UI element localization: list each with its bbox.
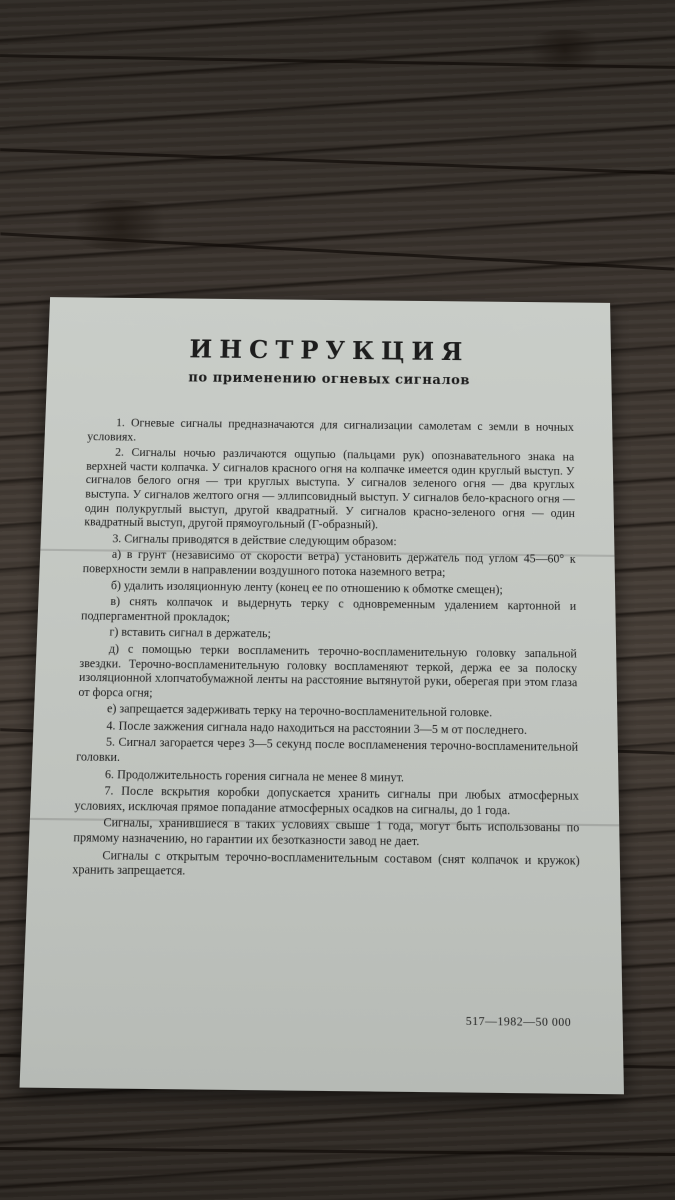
paragraph-3a: а) в грунт (независимо от скорости ветра) установить держатель под углом 45—60° к поверхности земли в направлении воздушного потока наземного ветра; <box>82 547 576 580</box>
paragraph-7-note: Сигналы, хранившиеся в таких условиях свыше 1 года, могут быть использованы по прямому назначению, но гарантии их безотказности завод не дает. <box>73 815 580 849</box>
instruction-sheet <box>20 297 624 1094</box>
paragraph-1: 1. Огневые сигналы предназначаются для сигнализации самолетам с земли в ночных условиях. <box>87 416 574 444</box>
paragraph-7: 7. После вскрытия коробки допускается хранить сигналы при любых атмосферных условиях, исключая прямое попадание атмосферных осадков на сигналы, до 1 года. <box>74 783 579 818</box>
paragraph-3d: г) вставить сигнал в держатель; <box>109 625 271 641</box>
paragraph-3f: е) запрещается задерживать терку на терочно-воспламенительной головке. <box>106 701 493 720</box>
paragraph-3: 3. Сигналы приводятся в действие следующим образом: <box>112 531 397 549</box>
wood-knot <box>520 30 610 70</box>
paragraph-3e: д) с помощью терки воспламенить терочно-воспламенительную головку запальной звездки. Терочно-воспламенительную головку воспламеняют теркой, держа ее за полоску изоляционной хлопчатобумажной ленты на расстояние вытянутой руки, оберегая при этом глаза от форса огня; <box>78 641 578 700</box>
document-subtitle: по применению огневых сигналов <box>188 370 471 389</box>
wood-knot <box>60 200 180 250</box>
print-code: 517—1982—50 000 <box>465 1014 572 1030</box>
paragraph-6: 6. Продолжительность горения сигнала не менее 8 минут. <box>104 766 405 785</box>
plank-seam <box>0 1147 675 1156</box>
paragraph-4: 4. После зажжения сигнала надо находиться на расстоянии 3—5 м от последнего. <box>106 718 527 738</box>
document-title: ИНСТРУКЦИЯ <box>189 334 470 367</box>
paragraph-3b: б) удалить изоляционную ленту (конец ее по отношению к обмотке смещен); <box>110 578 503 597</box>
plank-seam <box>0 148 675 175</box>
paragraph-storage-warning: Сигналы с открытым терочно-воспламенительным составом (снят колпачок и кружок) хранить запрещается. <box>72 847 580 879</box>
paragraph-5: 5. Сигнал загорается через 3—5 секунд после воспламенения терочно-воспламенительной головки. <box>75 735 579 765</box>
document-body <box>72 416 580 886</box>
paragraph-2: 2. Сигналы ночью различаются ощупью (пальцами рук) опознавательного знака на верхней части колпачка. У сигналов красного огня на колпачке имеется один круглый выступ. У сигналов белого огня — три круглых выступа. У сигналов зеленого огня — два круглых выступа. У сигналов желтого огня — эллипсовидный выступ. У сигналов бело-красного огня — один полукруглый выступ, другой квадратный. У сигналов красно-зеленого огня — один квадратный выступ, другой прямоугольный (Г-образный). <box>84 445 576 532</box>
paragraph-3c: в) снять колпачок и выдернуть терку с одновременным удалением картонной и подпергаментной прокладок; <box>80 594 577 624</box>
